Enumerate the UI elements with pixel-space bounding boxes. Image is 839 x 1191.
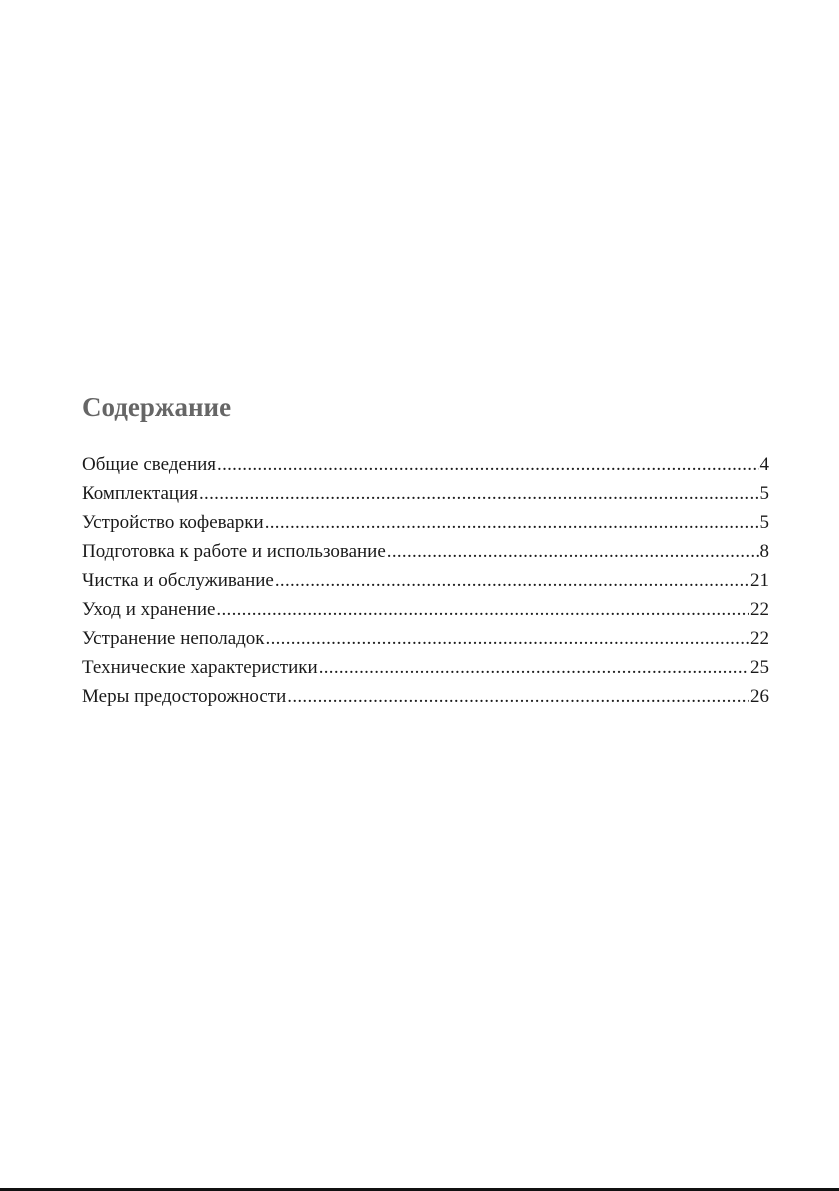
- toc-entry-label: Устранение неполадок: [82, 628, 265, 649]
- toc-entry-page: 5: [759, 512, 769, 533]
- dot-leader: [265, 508, 759, 537]
- toc-entry-page: 22: [750, 599, 769, 620]
- toc-entry-page: 5: [759, 483, 769, 504]
- toc-entry-label: Подготовка к работе и использование: [82, 541, 386, 562]
- toc-entry-page: 22: [750, 628, 769, 649]
- toc-entry-page: 25: [750, 657, 769, 678]
- toc-entry-page: 8: [759, 541, 769, 562]
- toc-entry-page: 26: [750, 686, 769, 707]
- toc-entry-label: Технические характеристики: [82, 657, 318, 678]
- dot-leader: [275, 566, 749, 595]
- dot-leader: [217, 450, 758, 479]
- toc-entry[interactable]: [82, 508, 769, 537]
- toc-entry-label: Чистка и обслуживание: [82, 570, 274, 591]
- toc-entry[interactable]: [82, 624, 769, 653]
- toc-entry-page: 4: [759, 454, 769, 475]
- dot-leader: [287, 682, 749, 711]
- toc-entry[interactable]: [82, 450, 769, 479]
- toc-entry[interactable]: [82, 682, 769, 711]
- toc-entry[interactable]: [82, 566, 769, 595]
- toc-entry-page: 21: [750, 570, 769, 591]
- dot-leader: [216, 595, 749, 624]
- toc-entry-label: Уход и хранение: [82, 599, 216, 620]
- toc-entry-label: Меры предосторожности: [82, 686, 287, 707]
- dot-leader: [199, 479, 759, 508]
- dot-leader: [266, 624, 749, 653]
- toc-entry[interactable]: [82, 653, 769, 682]
- toc-entry-label: Комплектация: [82, 483, 198, 504]
- toc-entry[interactable]: [82, 537, 769, 566]
- toc-entry-label: Устройство кофеварки: [82, 512, 264, 533]
- toc-entry-label: Общие сведения: [82, 454, 217, 475]
- table-of-contents: [82, 450, 769, 711]
- page-title: Содержание: [82, 392, 232, 422]
- toc-entry[interactable]: [82, 595, 769, 624]
- toc-entry[interactable]: [82, 479, 769, 508]
- dot-leader: [319, 653, 749, 682]
- dot-leader: [387, 537, 759, 566]
